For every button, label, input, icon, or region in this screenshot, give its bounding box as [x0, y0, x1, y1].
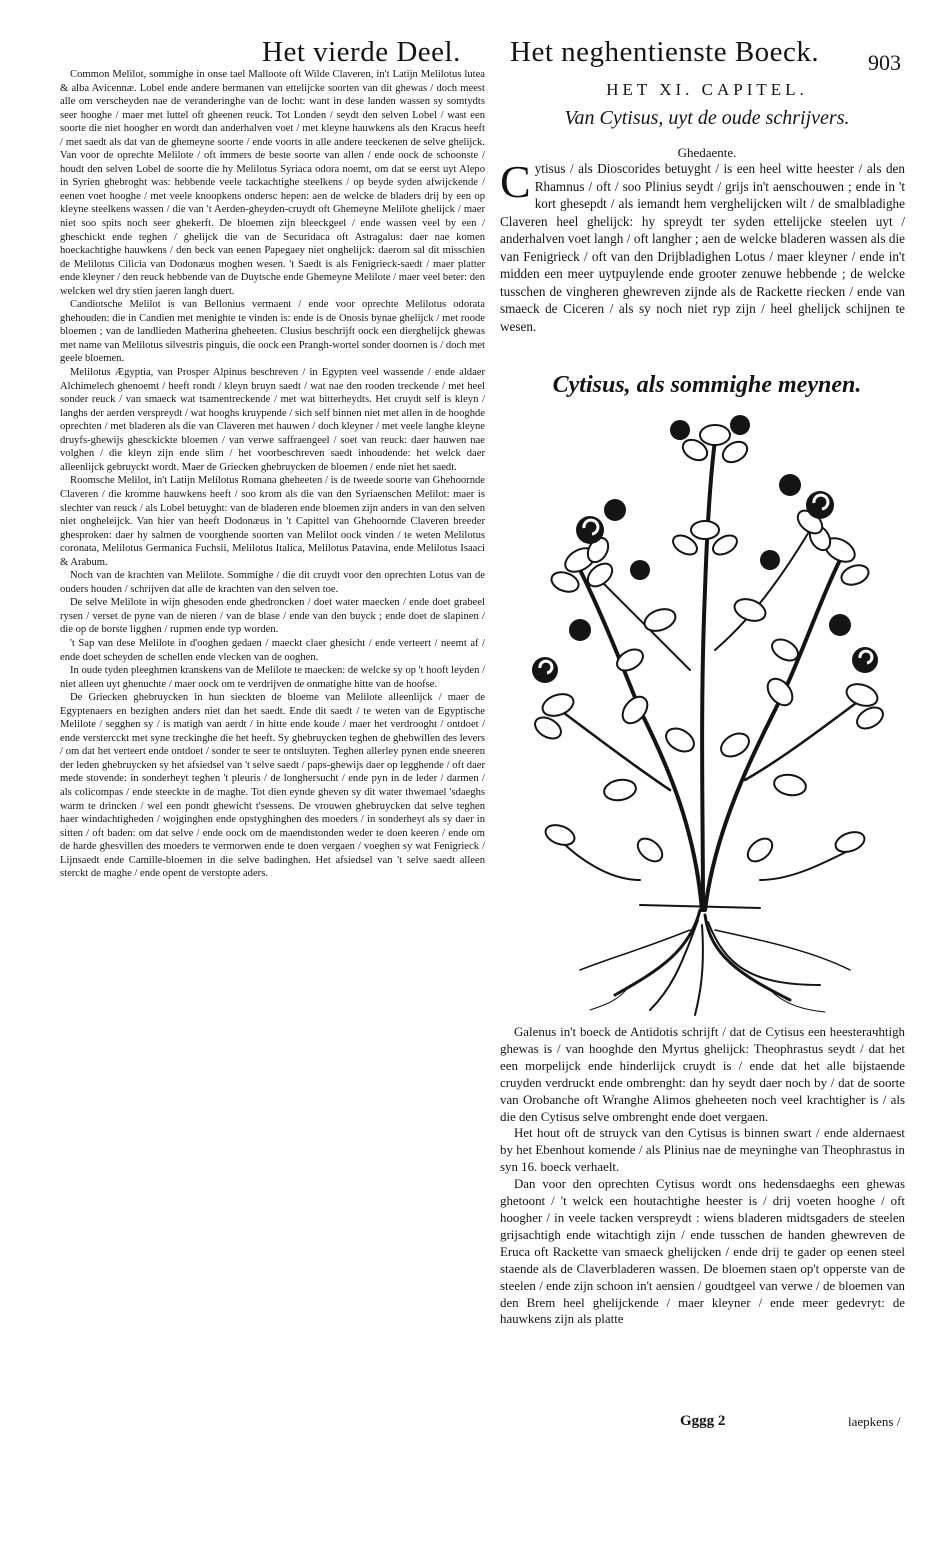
description-paragraph [500, 156, 905, 335]
paragraph-oprechten-cytisus: Dan voor den oprechten Cytisus wordt ons hedensdaeghs een ghewas ghetoont / 't welck een houtachtighe heester is / drij voeten hooghe / oft hoogher / in veele tacken verspreydt : wiens bladeren midtsgaders de steelen grijsachtigh ende witachtigh zijn / ende tusschen de handen ghewreven de Eruca oft Rackette van smaeck ghelijcken / ende drij te gader op eenen steel staende als de Claverbladeren wassen. De bloemen staen op't opperste van de steelen / ende zijn schoon in't aensien / goudtgeel van verwe / de bloemen van den Brem heel ghelijckende / maer kleyner / ende meer gedevryt: de hauwkens zijn als platte [500, 1177, 905, 1327]
chapter-heading: HET XI. CAPITEL. [606, 80, 808, 99]
signature-mark: Gggg 2 [680, 1413, 726, 1429]
paragraph-krachten: Noch van de krachten van Melilote. Sommighe / die dit cruydt voor den oprechten Lotus van de ouders houden / schrijven dat alle de krachten van den selven toe. [60, 570, 485, 595]
running-head-right: Het neghentienste Boeck. [510, 36, 820, 68]
paragraph-candiotsche-melilot: Candiotsche Melilot is van Bellonius vermaent / ende voor oprechte Melilotus odorata ghehouden: die in Candien met menighte te vinden is: ende is de Onosis bynae ghelijck / met roode bloemen ; van de landlieden Matherina gheheeten. Clusius beschrijft oock een dierghelijck ghewas met name van Melilotus silvestris pinguis, die oock een Prangh-wortel sonder doornen is / doch met geele bloemen. [60, 299, 485, 365]
page-number: 903 [868, 50, 901, 75]
paragraph-kranskens: In oude tyden pleeghmen kranskens van de Melilote te maecken: de welcke sy op 't hooft leyden / niet alleen uyt ghenuchte / maer oock om te verdrijven de onmatighe hitte van de hoofse. [60, 665, 485, 690]
catchword: laepkens / [848, 1414, 901, 1429]
paragraph-melilotus-aegyptia: Melilotus Ægyptia, van Prosper Alpinus beschreven / in Egypten veel wassende / ende aldaer Alchimelech ghenoemt / heeft rondt / kleyn bruyn saedt / wat nae den rooden treckende / met heel sonder reuck / van smaeck wat tsamentreckende / met wat bitterheydts. Het cruydt self is kleyn / langhs der aerden verspreydt / wat hooghs kruypende / sich self binnen niet met allen in de hooghde oprechten / met bladeren als die van Claveren met hauwen / doch kleyner / met veele langhe kleyne druyfs-ghewijs ghesckickte bloemen / van verwe saffraengeel / soet van reuck: daer hauwen nae volghen / die kleyn zijn ende slim / het voorbeschreven saedt inhoudende: het welck daer alleenlijck gebruyckt wordt. Maer de Griecken ghebruycken de bloemen / ende niet het saedt. [60, 367, 485, 473]
paragraph-wijn: De selve Melilote in wijn ghesoden ende ghedroncken / doet water maecken / ende doet grabeel rysen / verset de pyne van de nieren / van de blase / ende van den buyck ; ende doet de slapinen / die op de borste ligghen / rupmen ende typ worden. [60, 597, 485, 636]
paragraph-galenus: Galenus in't boeck de Antidotis schrijft / dat de Cytisus een heesteraчhtigh ghewas is / van hooghde den Myrtus ghelijck: Theophrastus seydt / dat het een morpelijck ende hinderlijck cruydt is / ende dat het alle bijstaende cruyden verdruckt ende ombrenght: dan hy seydt daer noch by / dat de soorte van Orobanche oft Wranghe Alimos gheheeten noch veel krachtigher is / als die den Cytisus selve ombrenght ende doet vergaen. [500, 1025, 905, 1124]
section-label: Ghedaente. [677, 145, 737, 160]
running-head-left: Het vierde Deel. [262, 36, 461, 68]
paragraph-roomsche-melilot: Roomsche Melilot, in't Latijn Melilotus Romana gheheeten / is de tweede soorte van Ghehoornde Claveren / die kromme hauwkens heeft / soo krom als die van den Syriaenschen Melilot: maer is slechter van reuck / als Lobel betuyght: van de bladeren ende bloemen zijn anders in van den selven niet ongheleijck. Van hier van heeft Dodonæus in 't Capittel van Ghehoornde Claveren breeder ghesproken: daer hy salmen de voorghende soorten van Melilot oock vinden / te weten Melilotus coronata, Melilotus Germanica Fuchsii, Melilotus Italica, Melilotus Patavina, ende Melilotus Isaaci & Arabum. [60, 475, 485, 568]
paragraph-common-melilot: Common Melilot, sommighe in onse tael Malloote oft Wilde Claveren, in't Latijn Melilotus lutea & alba Avicennæ. Lobel ende andere bermanen van ettelijcke soorten van dit ghewas / doch meest alle om verscheyden nae de veranderinghe van de locht: want in dese landen wassen sy somtydts seer hooghe / maer met luttel oft gheenen reuck. Tot Londen / seydt den selven Lobel / wast een soorte die niet hoogher en wordt dan anderhalven voet / met kleyne hauwkens als den Kracus heeft / met saedt als dat van de ghemeyne soorte / ende voorts in alle andere teeckenen de selve ghelijck. Van voor de oprechte Melilote / oft immers de beste soorte van allen / ende oock de schoonste / houdt den selven Lobel de soorte die hy Melilotus Syriaca odora noemt, om dat se eerst uyt Alepo in Syrien ghebroght was: hebbende veele tackachtighe steelkens / op beyde syden afwijckende / eenen voet hooghe / met veele knoopkens ondersc hepen: aen de welcke de bladers drij by een op kleyne steelkens wassen / die van 't Aerden-gheyden-cruydt oft Ghemeyne Melilote ghelijck / maer niet soo spits noch seer ghekerft. De bloemen zijn bleeckgeel / ende wassen veel by een / gheschickt ende teghen / ghelijck die van de Securidaca oft Astragalus: daer nae komen hoeckachtighe hauwkens / den beck van eenen Papegaey niet onghelijck: daerom sal dit misschien de Melilotus Cilicia van Dodonæus moghen wesen. 't Saedt is als Fenigrieck-saedt / maer platter ende kleyner / den reuck hebbende van de Duytsche ende Ghemeyne Melilote / maer veel beter: den welcken wel dry stien jaeren langh duert. [60, 69, 485, 297]
chapter-subtitle: Van Cytisus, uyt de oude schrijvers. [564, 107, 850, 129]
drop-cap: C [500, 156, 531, 207]
paragraph-griecken: De Griecken ghebruycken in hun sieckten de bloeme van Melilote alleenlijck / maer de Egyptenaers en bezighen anders niet dan het saedt. Ende dit saedt / te weten van de Egyptische Melilote / segghen sy / is matigh van aerdt / in hitte ende koude / maer het verdrooght / ontdoet / ende verstercckt met syne treckinghe die het heeft. Sy ghebruycken teghen de ghebwillen des levers / om dat het verteert ende ontdoet / sonder te seer te ontsluyten. Teghen allerley pynen ende sneeren der leden ghebruycken sy het afsiedsel van 't selve saedt / paps-ghewijs daer op legghende / oft daer mede stovende: in sonderheyt teghen 't pleuris / de longhersucht / ende pyn in de leder / darmen / als colicompas / ende steeckte in de maghe. Tot dien eynde gheven sy dit water thwemael 'sdaeghs warm te drincken / wel een pondt ghewicht t'sessens. De vrouwen ghebruycken dat selve teghen haer windachtigheden / wojginghen ende opstyghinghen des moeders / in sonderheyt als sy daer in sitten / oft baden: om dat selve / ende oock om de maendtstonden weder te doen keeren / ende om de harde ghesvillen des moeders te vermorwen ende te doen vergaen / voeghen sy wat Fenigrieck / Lijnsaedt ende Camille-bloemen in die selve badinghen. Het afsiedsel van 't selve saedt alleen sterckt de maghe / ende opent de verstopte aders. [60, 692, 485, 880]
figure-caption: Cytisus, als sommighe meynen. [552, 372, 862, 398]
right-column-text [500, 1024, 905, 1328]
cytisus-woodcut-illustration [520, 410, 890, 1020]
left-column [60, 68, 485, 881]
description-text: ytisus / als Dioscorides betuyght / is een heel witte heester / als den Rhamnus / oft / soo Plinius seydt / grijs in't aenschouwen ; ende in 't kort ghesepdt / als iemandt hem verghelijcken wilt / de smalbladighe Claveren heel ghelijck: hy spreydt ter syden ettelijcke steelen uyt / anderhalven voet langh / oft langher ; aen de welcke bladeren wassen als die van Fenigrieck / oft van den Drijbladighen Lotus / maer kleyner / ende in't midden een meer uytpuylende ende grooter zenuwe hebbende ; de welcke tusschen de vingheren ghewreven zijnde als de Rackette riecken / ende van smaeck de Ciceren / als sy noch niet ryp zijn / heel ghelijck schijnen te wesen. [500, 161, 905, 334]
paragraph-hout: Het hout oft de struyck van den Cytisus is binnen swart / ende aldernaest by het Ebenhout komende / als Plinius nae de meyninghe van Theophrastus in syn 16. boeck verhaelt. [500, 1126, 905, 1175]
paragraph-sap: 't Sap van dese Melilote in d'ooghen gedaen / maeckt claer ghesicht / ende verteert / neemt af / ende doet scheyden de schellen ende vlecken van de ooghen. [60, 637, 485, 663]
